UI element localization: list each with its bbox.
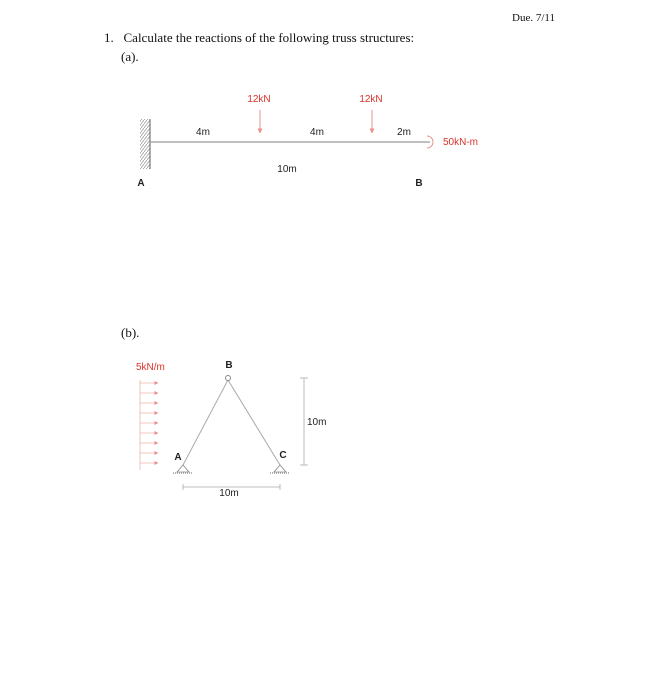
part-a-label: (a). — [121, 49, 139, 64]
joint-b-pin — [226, 376, 231, 381]
fixed-support-hatch — [140, 119, 150, 169]
point-c-label: C — [279, 450, 287, 461]
question-number: 1. — [104, 30, 114, 45]
segment-2-label: 4m — [310, 127, 324, 138]
moment-label: 50kN-m — [443, 137, 479, 148]
support-c-icon — [274, 465, 286, 472]
member-bc — [228, 380, 280, 465]
load-2-label: 12kN — [359, 94, 383, 105]
due-date: Due. 7/11 — [512, 12, 555, 24]
support-a-label: A — [137, 178, 145, 189]
figure-a — [137, 94, 478, 189]
point-a-label: A — [174, 452, 182, 463]
span-label: 10m — [219, 488, 239, 499]
segment-3-label: 2m — [397, 127, 411, 138]
total-span-label: 10m — [277, 164, 297, 175]
question-body: Calculate the reactions of the following truss structures: — [123, 30, 415, 45]
point-b-label: B — [415, 178, 423, 189]
segment-1-label: 4m — [196, 127, 210, 138]
distributed-load-label: 5kN/m — [136, 362, 165, 373]
point-b-label: B — [225, 360, 233, 371]
height-label: 10m — [307, 417, 327, 428]
distributed-load-arrows — [140, 380, 158, 470]
load-1-label: 12kN — [247, 94, 271, 105]
part-b-label: (b). — [121, 325, 140, 340]
member-ab — [183, 380, 228, 465]
support-a-icon — [177, 465, 189, 472]
figure-b — [136, 360, 326, 499]
